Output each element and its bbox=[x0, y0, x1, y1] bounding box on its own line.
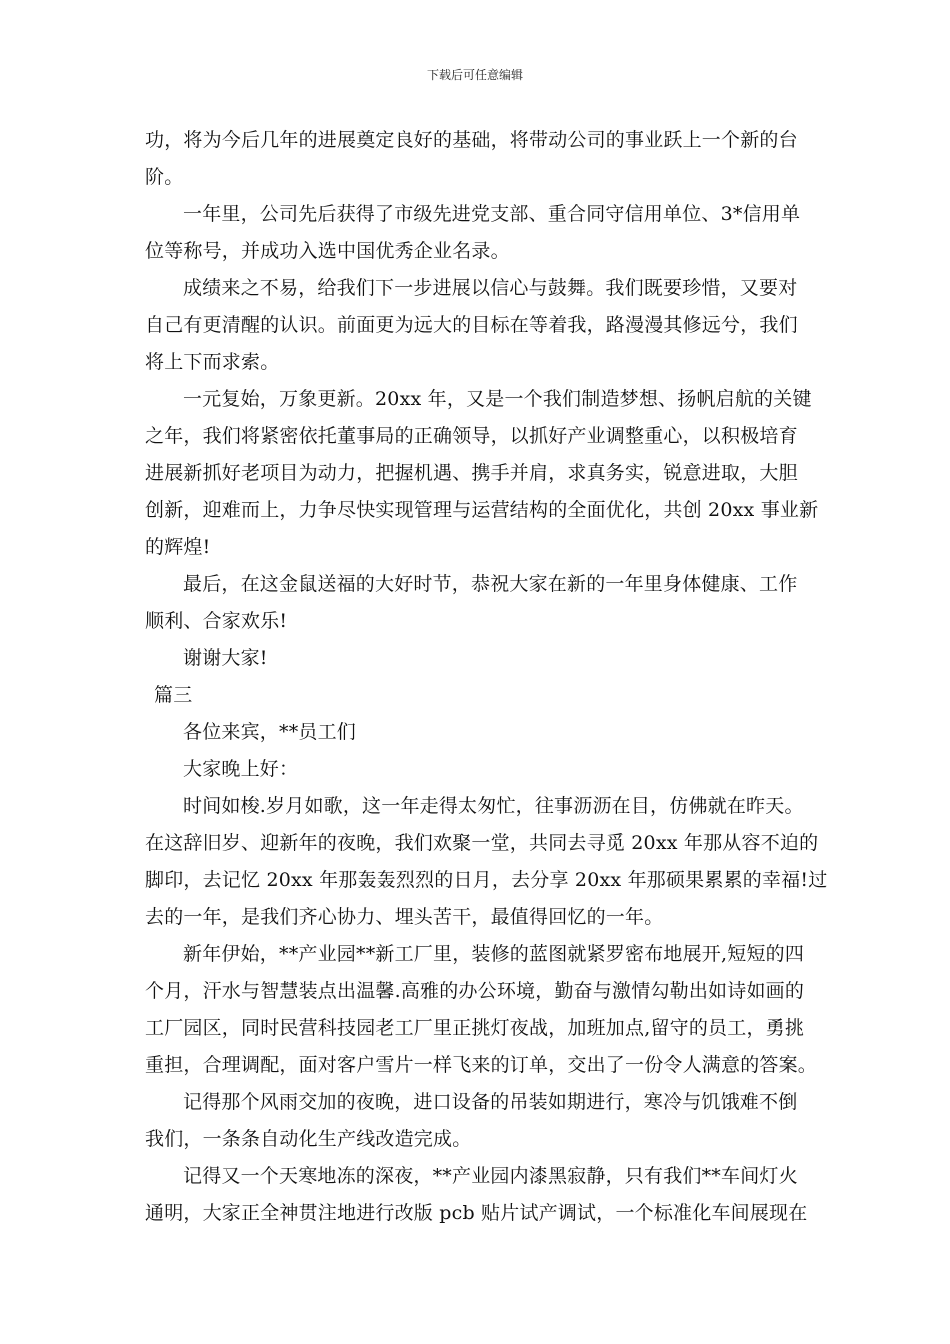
text-line: 创新，迎难而上，力争尽快实现管理与运营结构的全面优化，共创 20xx 事业新 bbox=[145, 499, 819, 521]
text-line: 通明，大家正全神贯注地进行改版 pcb 贴片试产调试，一个标准化车间展现在 bbox=[145, 1202, 808, 1224]
text-line: 个月，汗水与智慧装点出温馨.高雅的办公环境，勤奋与激情勾勒出如诗如画的 bbox=[145, 980, 805, 1002]
text-line: 去的一年，是我们齐心协力、埋头苦干，最值得回忆的一年。 bbox=[145, 906, 664, 928]
text-line: 大家晚上好： bbox=[183, 758, 299, 780]
text-line: 进展新抓好老项目为动力，把握机遇、携手并肩，求真务实，锐意进取，大胆 bbox=[145, 462, 798, 484]
text-line: 我们，一条条自动化生产线改造完成。 bbox=[145, 1128, 472, 1150]
text-line: 阶。 bbox=[145, 166, 184, 188]
text-line: 之年，我们将紧密依托董事局的正确领导，以抓好产业调整重心，以积极培育 bbox=[145, 425, 798, 447]
text-line: 功，将为今后几年的进展奠定良好的基础，将带动公司的事业跃上一个新的台 bbox=[145, 129, 798, 151]
text-line: 最后，在这金鼠送福的大好时节，恭祝大家在新的一年里身体健康、工作 bbox=[183, 573, 798, 595]
text-line: 顺利、合家欢乐! bbox=[145, 610, 288, 632]
text-line: 脚印，去记忆 20xx 年那轰轰烈烈的日月，去分享 20xx 年那硕果累累的幸福!过 bbox=[145, 869, 828, 891]
text-line: 一元复始，万象更新。20xx 年，又是一个我们制造梦想、扬帆启航的关键 bbox=[183, 388, 812, 410]
text-line: 位等称号，并成功入选中国优秀企业名录。 bbox=[145, 240, 510, 262]
text-line: 各位来宾，**员工们 bbox=[183, 721, 357, 743]
page-header: 下载后可任意编辑 bbox=[426, 68, 523, 82]
text-line: 谢谢大家! bbox=[183, 647, 268, 669]
text-line: 一年里，公司先后获得了市级先进党支部、重合同守信用单位、3*信用单 bbox=[183, 203, 801, 225]
text-line: 工厂园区，同时民营科技园老工厂里正挑灯夜战，加班加点,留守的员工，勇挑 bbox=[145, 1017, 805, 1039]
text-line: 的辉煌! bbox=[145, 536, 211, 558]
section-heading: 篇三 bbox=[154, 684, 193, 706]
text-line: 重担，合理调配，面对客户雪片一样飞来的订单，交出了一份令人满意的答案。 bbox=[145, 1054, 818, 1076]
text-line: 新年伊始，**产业园**新工厂里，装修的蓝图就紧罗密布地展开,短短的四 bbox=[183, 943, 805, 965]
text-line: 在这辞旧岁、迎新年的夜晚，我们欢聚一堂，共同去寻觅 20xx 年那从容不迫的 bbox=[145, 832, 819, 854]
text-line: 记得又一个天寒地冻的深夜，**产业园内漆黑寂静，只有我们**车间灯火 bbox=[183, 1165, 798, 1187]
document-body bbox=[145, 122, 828, 1232]
text-line: 成绩来之不易，给我们下一步进展以信心与鼓舞。我们既要珍惜，又要对 bbox=[183, 277, 798, 299]
text-line: 记得那个风雨交加的夜晚，进口设备的吊装如期进行，寒冷与饥饿难不倒 bbox=[183, 1091, 798, 1113]
text-line: 自己有更清醒的认识。前面更为远大的目标在等着我，路漫漫其修远兮，我们 bbox=[145, 314, 798, 336]
text-line: 将上下而求索。 bbox=[145, 351, 280, 373]
text-line: 时间如梭.岁月如歌，这一年走得太匆忙，往事沥沥在目，仿佛就在昨天。 bbox=[183, 795, 804, 817]
